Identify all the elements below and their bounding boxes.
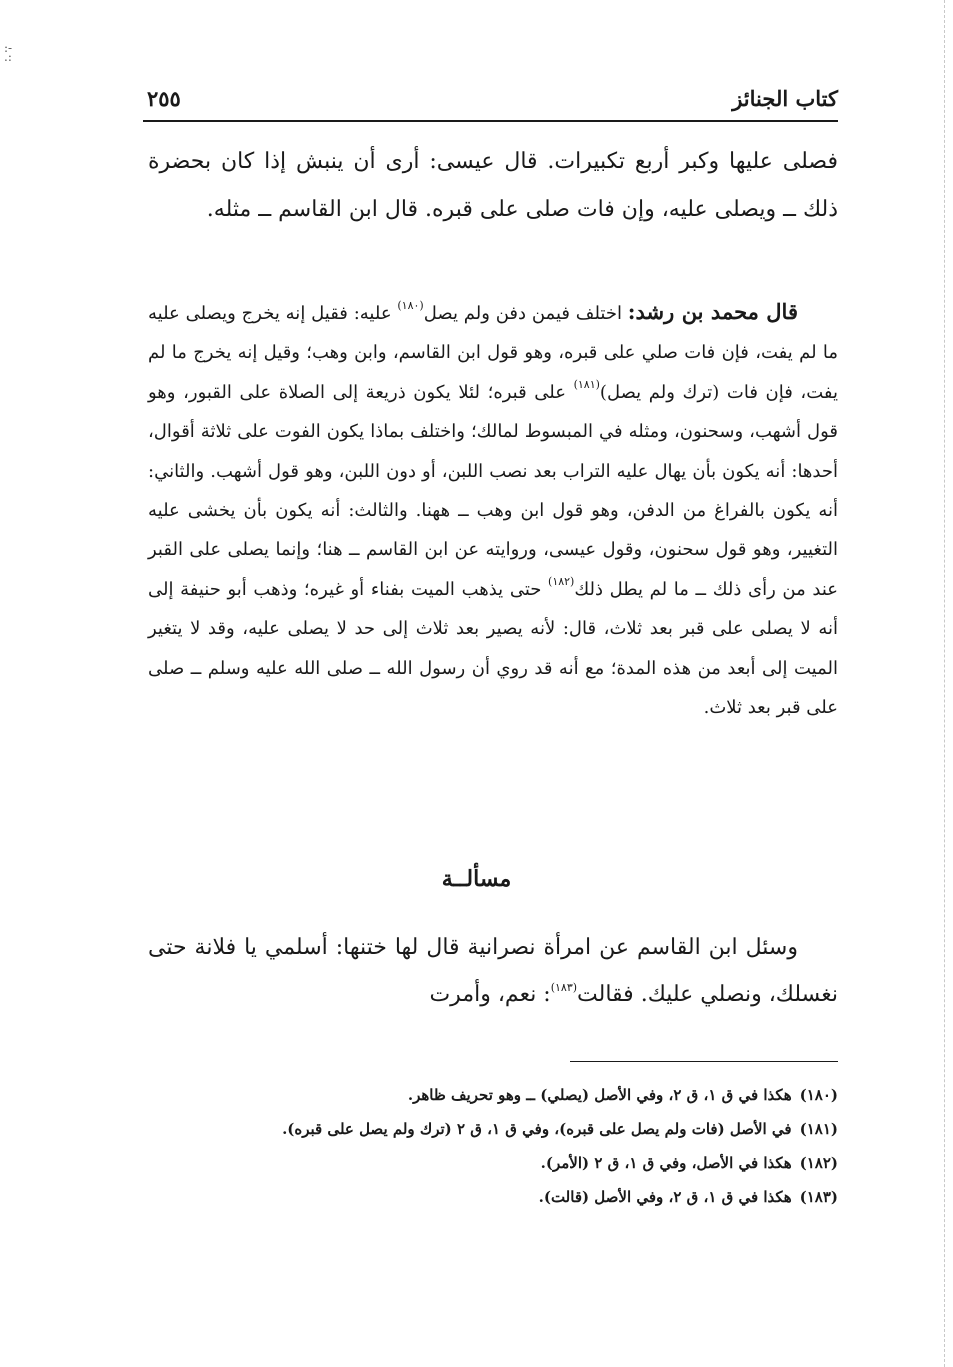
scan-edge-line: [944, 0, 945, 1367]
footnote-item: [138, 1112, 838, 1146]
footnote-item: [138, 1180, 838, 1214]
footnote-number: (١٨١): [799, 1120, 838, 1138]
page-number: ٢٥٥: [147, 86, 181, 111]
paragraph-2-text-4: حتى يذهب الميت بفناء أو غيره؛ وذهب أبو حنيفة إلى أنه لا يصلى على قبر بعد ثلاث، قال: لأنه يصير بعد ثلاث إلى حد لا يصلى عليه، وقد لا يتغير الميت إلى أبعد من هذه المدة؛ مع أنه قد روي أن رسول الله ــ صلى الله عليه وسلم ــ صلى على قبر بعد ثلاث.: [148, 578, 838, 719]
footnote-ref-183[interactable]: (١٨٣): [550, 981, 578, 994]
footnote-text: في الأصل (فات ولم يصل على قبره)، وفي ق ١، ق ٢ (ترك ولم يصل على قبره).: [282, 1120, 792, 1138]
footnote-text: هكذا في ق ١، ق ٢، وفي الأصل (قالت).: [538, 1188, 792, 1206]
footnote-divider: [570, 1061, 838, 1062]
edge-scan-mark: :- .:: [4, 41, 13, 64]
commentary-lead: قال محمد بن رشد:: [627, 299, 798, 324]
footnotes: [138, 1078, 838, 1214]
paragraph-3: [148, 924, 838, 1018]
footnote-text: هكذا في ق ١، ق ٢، وفي الأصل (يصلي) ــ وهو تحريف ظاهر.: [407, 1086, 792, 1104]
footnote-ref-180[interactable]: (١٨٠): [397, 299, 424, 312]
footnote-number: (١٨٢): [799, 1154, 838, 1172]
footnote-ref-181[interactable]: (١٨١): [573, 377, 600, 391]
footnote-number: (١٨٣): [799, 1188, 838, 1206]
paragraph-3-text-1: وسئل ابن القاسم عن امرأة نصرانية قال لها ختنها: أسلمي يا فلانة حتى نغسلك، ونصلي عليك. فقالت: [148, 935, 838, 1007]
footnote-text: هكذا في الأصل، وفي ق ١، ق ٢ (الأمر).: [540, 1154, 792, 1172]
running-header: [143, 86, 838, 122]
footnote-item: [138, 1146, 838, 1180]
paragraph-1: فصلى عليها وكبر أربع تكبيرات. قال عيسى: أرى أن ينبش إذا كان بحضرة ذلك ــ ويصلى عليه، وإن فات صلى على قبره. قال ابن القاسم ــ مثله.: [148, 149, 838, 222]
footnote-ref-182[interactable]: (١٨٢): [548, 574, 575, 588]
paragraph-2-text-2: عليه: فقيل إنه يخرج ويصلى عليه ما لم يفت، فإن فات صلي على قبره، وهو قول ابن القاسم، وابن وهب؛ وقيل إنه يخرج ما لم يفت، فإن فات (ترك ولم يصل): [148, 303, 839, 403]
section-heading: مسألــة: [441, 866, 512, 892]
book-title: كتاب الجنائز: [732, 86, 838, 111]
footnote-item: [138, 1078, 838, 1112]
paragraph-2-text-1: اختلف فيمن دفن ولم يصل: [423, 303, 628, 324]
paragraph-2-text-3: على قبره؛ لئلا يكون ذريعة إلى الصلاة على القبور، وهو قول أشهب، وسحنون، ومثله في المبسوط لمالك؛ واختلف بماذا يكون الفوت على ثلاثة أقوال، أحدها: أنه يكون بأن يهال عليه التراب بعد نصب اللبن، أو دون اللبن، وهو قول أشهب. والثاني: أنه يكون بالفراغ من الدفن، وهو قول ابن وهب ــ ههنا. والثالث: أنه يكون بأن يخشى عليه التغيير، وهو قول سحنون، وقول عيسى، وروايته عن ابن القاسم ــ هنا؛ وإنما يصلى على القبر عند من رأى ذلك ــ ما لم يطل ذلك: [148, 381, 839, 600]
paragraph-3-text-2: : نعم، وأمرت: [429, 982, 551, 1007]
paragraph-2: [148, 292, 838, 727]
footnote-number: (١٨٠): [799, 1086, 838, 1104]
